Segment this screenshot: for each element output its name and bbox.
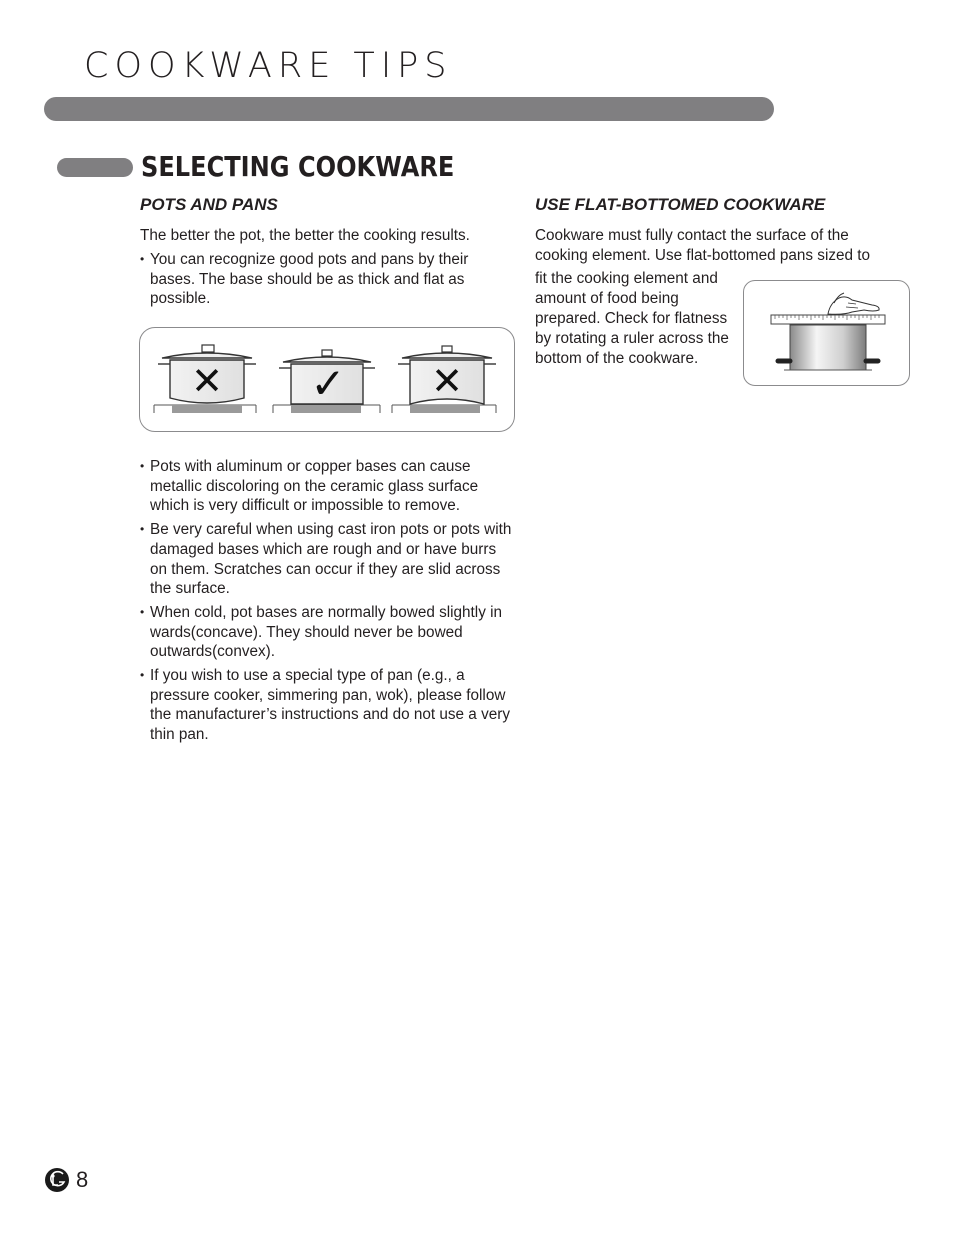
section-title: SELECTING COOKWARE (141, 150, 455, 183)
page-number: 8 (76, 1167, 89, 1192)
cross-mark-icon: ✕ (191, 359, 223, 403)
list-item: • Pots with aluminum or copper bases can cause metallic discoloring on the ceramic glass surface which is very difficult or impossible to remove. (140, 457, 515, 516)
pot-bad-concave (392, 346, 496, 413)
pots-and-pans-heading: POTS AND PANS (140, 195, 278, 214)
section-marker-pill (57, 158, 133, 177)
check-mark-icon: ✓ (310, 359, 346, 408)
ruler-check-figure (743, 280, 910, 386)
page-footer (44, 1167, 88, 1193)
inverted-pot (778, 325, 878, 370)
ruler-flatness-illustration (744, 281, 909, 385)
ruler (771, 315, 885, 324)
pot-base-comparison-illustration (140, 328, 514, 431)
pot-bad-convex (154, 345, 256, 413)
list-item: • If you wish to use a special type of pan (e.g., a pressure cooker, simmering pan, wok), please follow the manufacturer’s instructions and do not use a very thin pan. (140, 666, 515, 745)
list-item: • You can recognize good pots and pans by their bases. The base should be as thick and flat as possible. (140, 250, 515, 309)
pot-good-flat (273, 350, 380, 413)
lg-logo-icon (44, 1167, 70, 1193)
pot-base-comparison-figure (139, 327, 515, 432)
pots-bullets-bottom (140, 457, 515, 749)
pots-bullets-top (140, 250, 515, 313)
pots-intro-text: The better the pot, the better the cooking results. (140, 227, 470, 244)
chapter-title: COOKWARE TIPS (84, 46, 453, 86)
chapter-title-bar (44, 97, 774, 121)
hand-icon (828, 293, 879, 314)
flat-bottomed-text-body: fit the cooking element and amount of food being prepared. Check for flatness by rotating a ruler across the bottom of the cookware. (535, 270, 729, 367)
flat-bottomed-text-intro: Cookware must fully contact the surface of the cooking element. Use flat-bottomed pans sized to (535, 227, 871, 264)
list-item: • Be very careful when using cast iron pots or pots with damaged bases which are rough and or have burrs on them. Scratches can occur if they are slid across the surface. (140, 520, 515, 599)
flat-bottomed-heading: USE FLAT-BOTTOMED COOKWARE (535, 195, 826, 214)
cross-mark-icon: ✕ (431, 359, 463, 403)
list-item: • When cold, pot bases are normally bowed slightly in wards(concave). They should never be bowed outwards(convex). (140, 603, 515, 662)
